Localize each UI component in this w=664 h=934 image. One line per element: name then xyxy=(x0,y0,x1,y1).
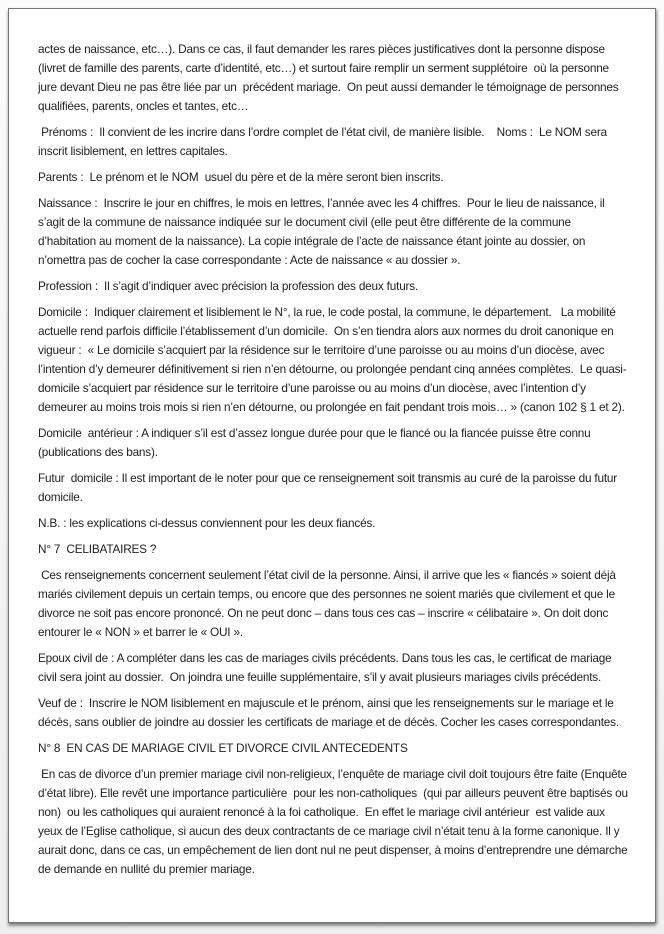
body-paragraph-parents: Parents : Le prénom et le NOM usuel du père et de la mère seront bien inscrits. xyxy=(38,170,444,184)
body-paragraph-divorce-civil-details: En cas de divorce d’un premier mariage civil non-religieux, l’enquête de mariage civil doit toujours être faite (Enquête d’état libre). Elle revêt une importance particulière pour les non-catholiques (qui par ailleurs peuvent être baptisés ou non) ou les catholiques qui auraient renoncé à la foi catholique. En effet le mariage civil antérieur est valide aux yeux de l’Eglise catholique, si aucun des deux contractants de ce mariage civil n’était tenu à la forme canonique. Il y aurait donc, dans ce cas, un empêchement de lien dont nul ne peut dispenser, à moins d’entreprendre une démarche de demande en nullité du premier mariage. xyxy=(38,767,631,876)
body-paragraph-profession: Profession : Il s’agit d’indiquer avec précision la profession des deux futurs. xyxy=(38,279,419,293)
body-paragraph-nb-note: N.B. : les explications ci-dessus conviennent pour les deux fiancés. xyxy=(38,516,376,530)
body-paragraph-futur-domicile: Futur domicile : Il est important de le noter pour que ce renseignement soit transmis au curé de la paroisse du futur domicile. xyxy=(38,471,621,504)
body-paragraph-epoux-civil: Epoux civil de : A compléter dans les cas de mariages civils précédents. Dans tous les cas, le certificat de mariage civil sera joint au dossier. On joindra une feuille supplémentaire, s’il y avait plusieurs mariages civils précédents. xyxy=(38,651,615,684)
section-heading-n8-mariage-civil: N° 8 EN CAS DE MARIAGE CIVIL ET DIVORCE CIVIL ANTECEDENTS xyxy=(38,741,408,755)
body-paragraph-continuation: actes de naissance, etc…). Dans ce cas, il faut demander les rares pièces justificatives dont la personne dispose (livret de famille des parents, carte d’identité, etc…) et surtout faire remplir un serment supplétoire où la personne jure devant Dieu ne pas être liée par un précédent mariage. On peut aussi demander le témoignage de personnes qualifiées, parents, oncles et tantes, etc… xyxy=(38,42,622,113)
body-paragraph-domicile-anterieur: Domicile antérieur : A indiquer s’il est d’assez longue durée pour que le fiancé ou la fiancée puisse être connu (publications des bans). xyxy=(38,426,594,459)
body-paragraph-celibataires-details: Ces renseignements concernent seulement l’état civil de la personne. Ainsi, il arrive que les « fiancés » soient déjà mariés civilement depuis un certain temps, ou encore que des personnes ne soient mariés que civilement et que le divorce ne soit pas encore prononcé. On ne peut donc – dans tous ces cas – inscrire « célibataire ». On doit donc entourer le « NON » et barrer le « OUI ». xyxy=(38,568,619,639)
document-page xyxy=(8,8,656,923)
body-paragraph-veuf-de: Veuf de : Inscrire le NOM lisiblement en majuscule et le prénom, ainsi que les renseignements sur le mariage et le décès, sans oublier de joindre au dossier les certificats de mariage et de décès. Cocher les cases correspondantes. xyxy=(38,696,619,729)
section-heading-n7-celibataires: N° 7 CELIBATAIRES ? xyxy=(38,542,157,556)
body-paragraph-domicile: Domicile : Indiquer clairement et lisiblement le N°, la rue, le code postal, la commune, le département. La mobilité actuelle rend parfois difficile l’établissement d’un domicile. On s’en tiendra alors aux normes du droit canonique en vigueur : « Le domicile s’acquiert par la résidence sur le territoire d’une paroisse ou au moins d’un diocèse, avec l’intention d’y demeurer définitivement si rien n’en détourne, ou prolongée pendant cinq années complètes. Le quasi-domicile s’acquiert par résidence sur le territoire d’une paroisse ou au moins d’un diocèse, avec l’intention d’y demeurer au moins trois mois si rien n’en détourne, ou prolongée en fait pendant trois mois… » (canon 102 § 1 et 2). xyxy=(38,305,627,414)
body-paragraph-naissance: Naissance : Inscrire le jour en chiffres, le mois en lettres, l’année avec les 4 chiffres. Pour le lieu de naissance, il s’agit de la commune de naissance indiquée sur le document civil (elle peut être différente de la commune d’habitation au moment de la naissance). La copie intégrale de l’acte de naissance étant jointe au dossier, on n’omettra pas de cocher la case correspondante : Acte de naissance « au dossier ». xyxy=(38,196,608,267)
body-paragraph-prenoms-noms: Prénoms : Il convient de les incrire dans l’ordre complet de l’état civil, de manière lisible. Noms : Le NOM sera inscrit lisiblement, en lettres capitales. xyxy=(38,125,610,158)
